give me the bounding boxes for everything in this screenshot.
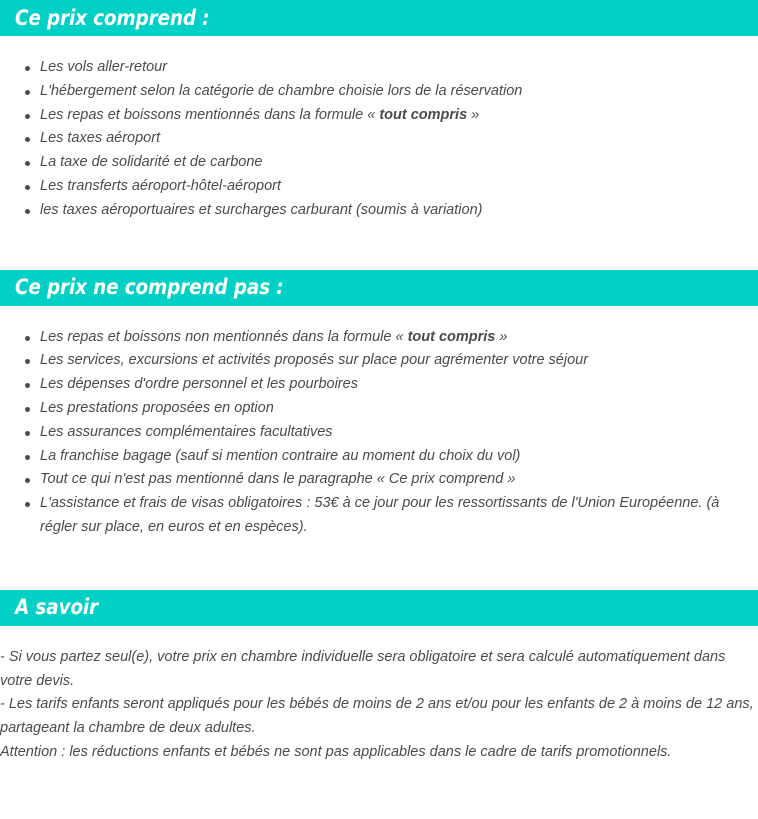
list-item-text: Les vols aller-retour: [40, 59, 168, 75]
list-item-text-post: »: [495, 328, 508, 345]
list-item: [0, 199, 758, 223]
not-included-list: [0, 326, 758, 540]
section-title-included: Ce prix comprend :: [15, 5, 210, 30]
list-item-text-pre: Les repas et boissons non mentionnés dans la formule «: [40, 328, 408, 345]
list-item: [0, 80, 758, 104]
included-list: [0, 56, 758, 223]
list-item: [0, 492, 758, 540]
list-item-text: La taxe de solidarité et de carbone: [40, 154, 263, 171]
list-item: [0, 349, 758, 373]
list-item-text: Les transferts aéroport-hôtel-aéroport: [40, 177, 281, 194]
list-item-text: Tout ce qui n'est pas mentionné dans le paragraphe « Ce prix comprend »: [40, 471, 516, 488]
note-paragraph: - Les tarifs enfants seront appliqués pour les bébés de moins de 2 ans et/ou pour les enfants de 2 à moins de 12 ans, partageant la chambre de deux adultes.: [0, 696, 754, 737]
list-item: [0, 397, 758, 421]
list-item-text: L'assistance et frais de visas obligatoires : 53€ à ce jour pour les ressortissants de l'Union Européenne. (à régler sur place, en euros et en espèces).: [40, 495, 720, 535]
list-item: [0, 373, 758, 397]
list-item-text: L'hébergement selon la catégorie de chambre choisie lors de la réservation: [40, 82, 523, 99]
list-item-text-emphasis: tout compris: [407, 328, 496, 345]
to-know-notes: [0, 646, 758, 765]
list-item-text-emphasis: tout compris: [379, 106, 468, 123]
list-item: [0, 326, 758, 350]
list-item-text: les taxes aéroportuaires et surcharges carburant (soumis à variation): [40, 201, 483, 218]
list-item-text: Les services, excursions et activités proposés sur place pour agrémenter votre séjour: [40, 352, 589, 369]
section-header-not-included: [0, 270, 758, 306]
section-header-included: [0, 0, 758, 36]
list-item: [0, 56, 758, 80]
list-item-text: Les assurances complémentaires facultatives: [40, 423, 333, 440]
section-header-to-know: [0, 590, 758, 626]
list-item: [0, 468, 758, 492]
section-spacer: [0, 540, 758, 590]
list-item-text: Les dépenses d'ordre personnel et les pourboires: [40, 376, 358, 393]
list-item: [0, 421, 758, 445]
note-paragraph: Attention : les réductions enfants et bébés ne sont pas applicables dans le cadre de tarifs promotionnels.: [0, 743, 672, 760]
list-item: [0, 151, 758, 175]
section-title-not-included: Ce prix ne comprend pas :: [15, 275, 284, 300]
list-item-text: La franchise bagage (sauf si mention contraire au moment du choix du vol): [40, 447, 521, 464]
section-spacer: [0, 223, 758, 270]
list-item-text-pre: Les repas et boissons mentionnés dans la formule «: [40, 106, 380, 123]
list-item-text: Les prestations proposées en option: [40, 399, 274, 416]
note-paragraph: - Si vous partez seul(e), votre prix en chambre individuelle sera obligatoire et sera calculé automatiquement dans votre devis.: [0, 648, 726, 689]
list-item: [0, 445, 758, 469]
list-item: [0, 175, 758, 199]
section-title-to-know: A savoir: [15, 595, 98, 620]
list-item-text-post: »: [467, 106, 480, 123]
list-item-text: Les taxes aéroport: [40, 130, 161, 147]
list-item: [0, 127, 758, 151]
list-item: [0, 104, 758, 128]
